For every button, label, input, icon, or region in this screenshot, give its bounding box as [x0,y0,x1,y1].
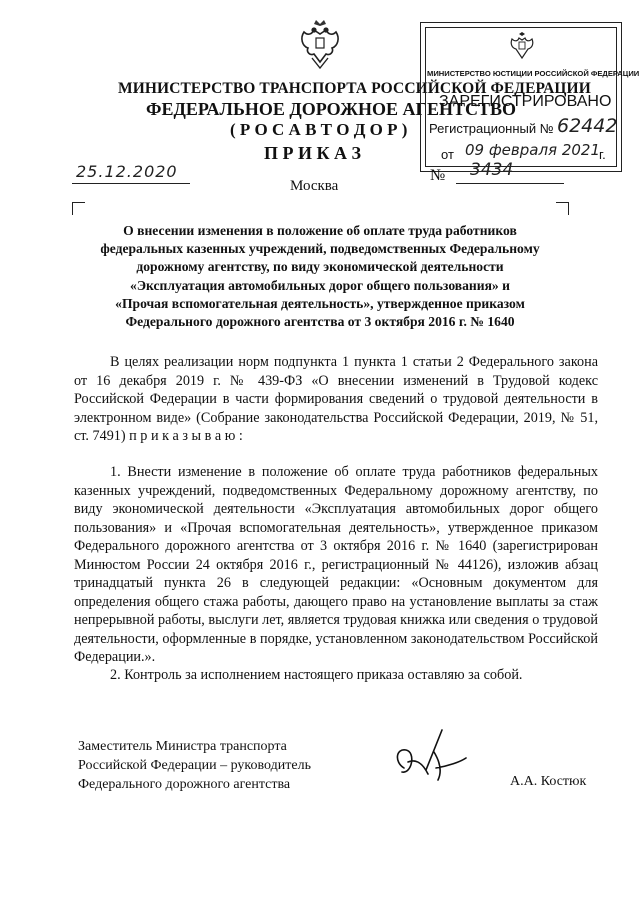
preamble-paragraph: В целях реализации норм подпункта 1 пункта 1 статьи 2 Федерального закона от 16 декабря 2019 г. № 439-ФЗ «О внесении изменений в Трудовой кодекс Российской Федерации в части формирования сведений о трудовой деятельности в электронном виде» (Собрание законодательства Российской Федерации, 2019, № 51, ст. 7491) п р и к а з ы в а ю : [74,354,598,444]
signatory-name: А.А. Костюк [510,774,587,789]
order-number-label: № [430,167,446,184]
stamp-reg-number: 62442 [557,115,618,137]
order-number-underline [456,183,564,184]
order-date: 25.12.2020 [76,162,178,181]
ministry-heading: МИНИСТЕРСТВО ТРАНСПОРТА РОССИЙСКОЙ ФЕДЕРАЦИИ [118,80,591,97]
stamp-reg-label: Регистрационный № [429,121,554,136]
stamp-status: ЗАРЕГИСТРИРОВАНО [439,93,612,110]
stamp-date-prefix: от [441,147,454,162]
item-2-paragraph: 2. Контроль за исполнением настоящего приказа оставляю за собой. [110,667,523,683]
registration-stamp [420,22,640,172]
signatory-line: Федерального дорожного агентства [78,777,291,792]
title-line: дорожному агентству, по виду экономической деятельности [136,259,504,275]
title-line: О внесении изменения в положение об оплате труда работников [123,223,517,238]
signatory-line: Заместитель Министра транспорта [78,739,287,754]
order-title [70,222,570,331]
stamp-date-suffix: г. [599,147,606,162]
order-date-underline [72,183,190,184]
signatory-position [78,737,311,794]
title-line: федеральных казенных учреждений, подведомственных Федеральному [100,241,540,257]
handwritten-signature [390,722,470,792]
order-number: 3434 [470,160,514,180]
title-line: Федерального дорожного агентства от 3 октября 2016 г. № 1640 [125,314,515,330]
title-line: «Эксплуатация автомобильных дорог общего пользования» и [130,277,510,293]
signatory-line: Российской Федерации – руководитель [78,758,311,773]
doc-type-heading: П Р И К А З [264,143,362,163]
title-bracket-left [72,202,85,215]
item-1-paragraph: 1. Внести изменение в положение об оплате труда работников федеральных казенных учреждений, подведомственных Федеральному дорожному агентству, по виду экономической деятельности «Эксплуатация автомобильных дорог общего пользования» и «Прочая вспомогательная деятельность», утвержденное приказом Федерального дорожного агентства от 3 октября 2016 г. № 1640 (зарегистрирован Минюстом России 24 октября 2016 г., регистрационный № 44126), изложив абзац тринадцатый пункта 26 в следующей редакции: «Основным документом для определения общего стажа работы, дающего право на установление выплаты за стаж непрерывной работы, выслуги лет, является трудовая книжка или сведения о трудовой деятельности, оформленные в порядке, установленном законодательством Российской Федерации.». [74,464,598,665]
title-line: «Прочая вспомогательная деятельность», утвержденное приказом [115,295,525,311]
agency-short-name: ( Р О С А В Т О Д О Р ) [230,120,408,139]
stamp-ministry: МИНИСТЕРСТВО ЮСТИЦИИ РОССИЙСКОЙ ФЕДЕРАЦИИ [427,69,640,78]
title-bracket-right [556,202,569,215]
agency-heading: ФЕДЕРАЛЬНОЕ ДОРОЖНОЕ АГЕНТСТВО [146,99,516,119]
coat-of-arms-emblem [298,18,342,70]
stamp-date-value: 09 февраля 2021 [465,141,601,159]
order-city: Москва [290,178,339,194]
stamp-emblem [509,31,535,61]
